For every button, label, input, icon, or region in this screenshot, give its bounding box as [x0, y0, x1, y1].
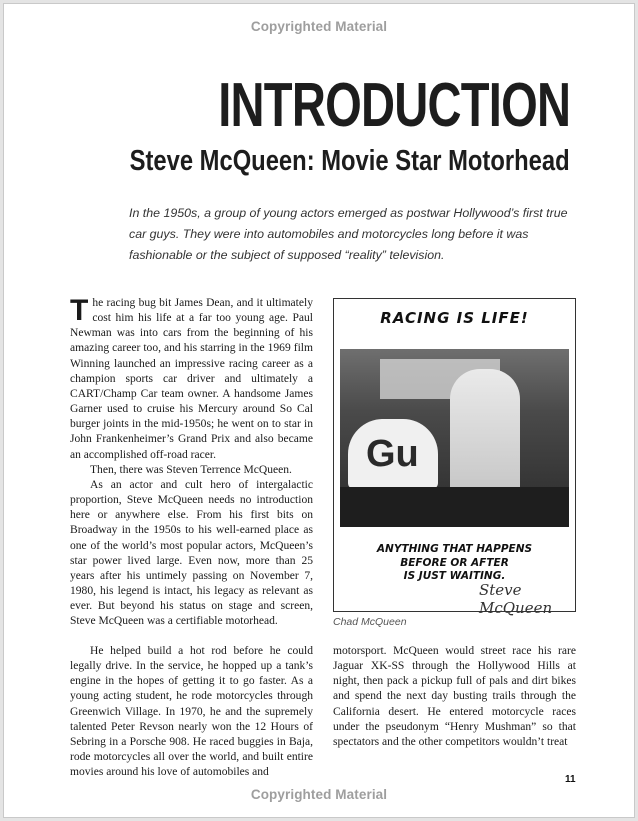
body-column-left-bottom	[70, 644, 313, 780]
poster-quote-line-3: IS JUST WAITING.	[403, 570, 506, 582]
body-paragraph-5: motorsport. McQueen would street race his rare Jaguar XK-SS through the Hollywood Hills at night, then pack a pickup full of pals and dirt bikes and spend the next day busting trails through the California desert. He entered motorcycle races under the pseudonym “Henry Mushman” so that spectators and the other competitors wouldn’t treat	[333, 645, 576, 748]
poster-signature: Steve McQueen	[479, 581, 553, 617]
poster-quote	[334, 543, 575, 584]
body-column-left-top	[70, 296, 313, 629]
poster-quote-line-2: BEFORE OR AFTER	[400, 556, 509, 569]
intro-paragraph: In the 1950s, a group of young actors emerged as postwar Hollywood’s first true car guys. They were into automobiles and motorcycles long before it was fashionable or the subject of supposed “reality” television.	[129, 206, 568, 262]
poster-headline: RACING IS LIFE!	[380, 309, 529, 327]
image-caption: Chad McQueen	[333, 616, 407, 628]
page-title: INTRODUCTION	[217, 71, 570, 140]
crowd-shadow	[340, 487, 569, 527]
body-paragraph-1: he racing bug bit James Dean, and it ultimately cost him his life at a far too young age. Paul Newman was into cars from the beginning of his amazing career too, and his starring in the 1969 film Winning launched an impressive racing career as a champion sports car driver and ultimately a CART/Champ Car team owner. A handsome James Garner used to cruise his Mercury around So Cal burger joints in the mid-1950s; he went on to star in John Frankenheimer’s Grand Prix and also became an accomplished off-road racer.	[70, 297, 313, 461]
body-paragraph-2: Then, there was Steven Terrence McQueen.	[90, 463, 292, 476]
page-subtitle: Steve McQueen: Movie Star Motorhead	[129, 145, 570, 177]
watermark-bottom: Copyrighted Material	[250, 787, 388, 802]
gulf-logo-text: Gu	[366, 433, 419, 475]
gulf-logo	[348, 419, 438, 489]
book-page	[3, 3, 635, 818]
page-number: 11	[565, 774, 576, 785]
watermark-top: Copyrighted Material	[250, 19, 388, 34]
racing-poster-image	[333, 298, 576, 617]
drop-cap: T	[70, 294, 89, 327]
body-column-right	[333, 644, 576, 750]
body-paragraph-4: He helped build a hot rod before he could legally drive. In the service, he hopped up a tank’s engine in the hopes of getting it to go faster. As a young acting student, he rode motorcycles through Greenwich Village. In 1970, he and the supremely talented Peter Revson nearly won the 12 Hours of Sebring in a Porsche 908. He raced buggies in Baja, rode motorcycles all over the world, and built entire movies around his love of automobiles and	[70, 645, 313, 779]
body-paragraph-3: As an actor and cult hero of intergalactic proportion, Steve McQueen needs no introduction here or anywhere else. From his first bits on Broadway in the 1950s to his well-earned place as one of the world’s most popular actors, McQueen’s star power lived large. Even now, more than 25 years after his untimely passing on November 7, 1980, his legend is intact, his legacy as relevant as ever. But beyond his status on stage and screen, Steve McQueen was a certifiable motorhead.	[70, 478, 313, 628]
poster-quote-line-1: ANYTHING THAT HAPPENS	[376, 543, 533, 555]
mcqueen-photo	[340, 349, 569, 527]
